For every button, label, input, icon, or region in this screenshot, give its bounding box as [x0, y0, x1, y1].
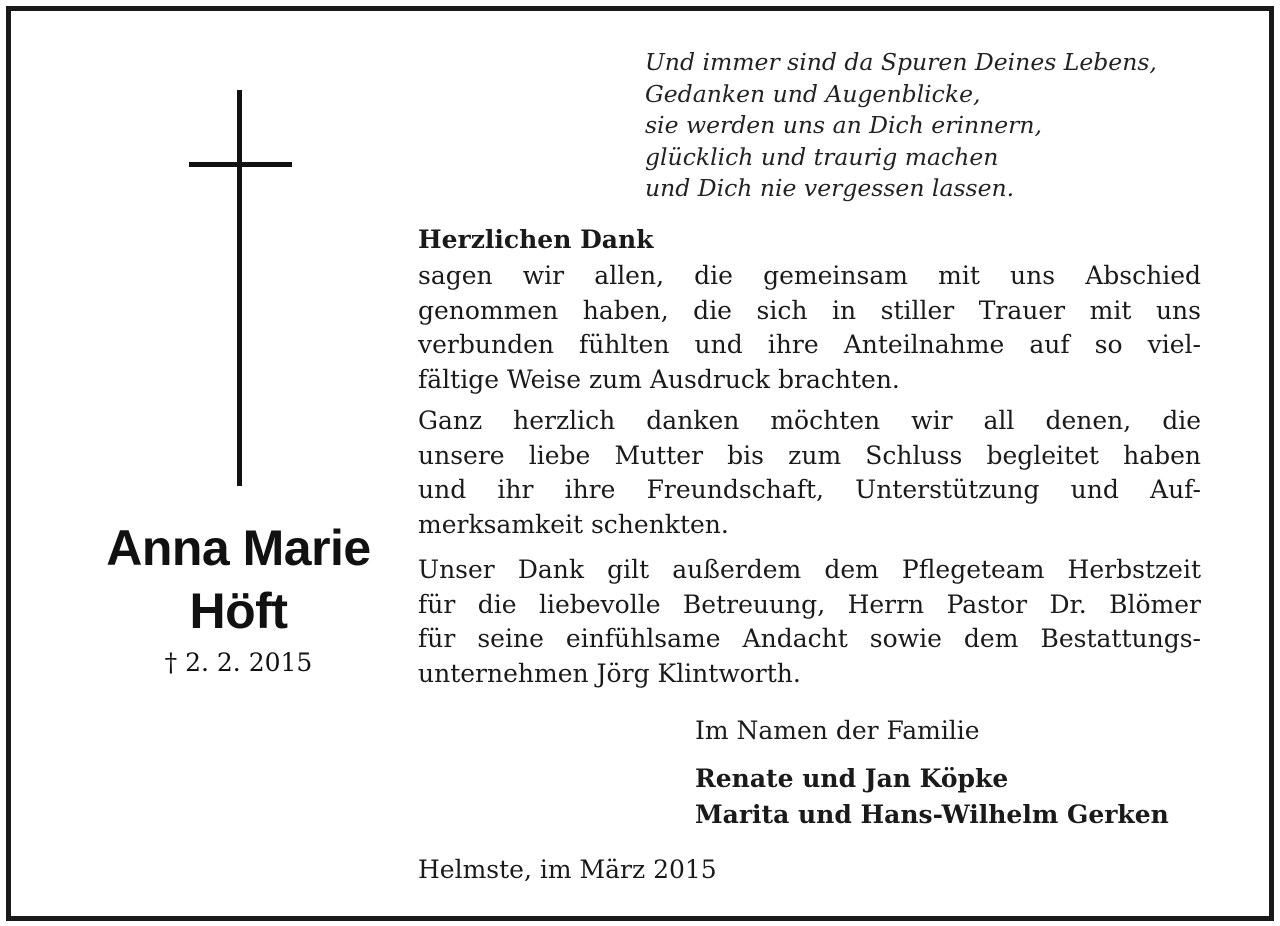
poem-line: Gedanken und Augenblicke, [645, 79, 981, 108]
paragraph-line: genommen haben, die sich in stiller Trauer mit uns [418, 295, 1201, 325]
obituary-notice [6, 6, 1274, 921]
thanks-heading: Herzlichen Dank [418, 225, 654, 254]
paragraph-line: Unser Dank gilt außerdem dem Pflegeteam Herbstzeit [418, 555, 1201, 584]
thanks-paragraph-3 [418, 553, 1201, 691]
paragraph-line: verbunden fühlten und ihre Anteilnahme auf so viel- [418, 330, 1201, 360]
death-date: † 2. 2. 2015 [164, 648, 313, 677]
paragraph-line: unsere liebe Mutter bis zum Schluss begleitet haben [418, 440, 1201, 470]
deceased-last-name: Höft [189, 583, 288, 639]
poem [645, 47, 1245, 205]
paragraph-line: merksamkeit schenkten. [418, 509, 729, 539]
signoff-intro: Im Namen der Familie [695, 716, 980, 745]
deceased-first-name: Anna Marie [106, 520, 371, 576]
paragraph-line: sagen wir allen, die gemeinsam mit uns Abschied [418, 261, 1201, 290]
signoff-name: Marita und Hans-Wilhelm Gerken [695, 800, 1169, 829]
poem-line: und Dich nie vergessen lassen. [645, 174, 1015, 203]
poem-line: glücklich und traurig machen [645, 142, 999, 171]
paragraph-line: Ganz herzlich danken möchten wir all denen, die [418, 406, 1201, 435]
paragraph-line: fältige Weise zum Ausdruck brachten. [418, 364, 900, 394]
poem-line: sie werden uns an Dich erinnern, [645, 111, 1042, 140]
thanks-paragraph-1 [418, 259, 1201, 397]
paragraph-line: und ihr ihre Freundschaft, Unterstützung und Auf- [418, 475, 1201, 505]
paragraph-line: für seine einfühlsame Andacht sowie dem Bestattungs- [418, 624, 1201, 654]
cross-vertical-bar [237, 90, 242, 486]
cross-horizontal-bar [189, 162, 292, 167]
paragraph-line: für die liebevolle Betreuung, Herrn Pastor Dr. Blömer [418, 589, 1201, 619]
thanks-paragraph-2 [418, 404, 1201, 542]
place-date: Helmste, im März 2015 [418, 855, 717, 884]
paragraph-line: unternehmen Jörg Klintworth. [418, 658, 801, 688]
signoff-name: Renate und Jan Köpke [695, 764, 1009, 793]
poem-line: Und immer sind da Spuren Deines Lebens, [645, 48, 1157, 76]
